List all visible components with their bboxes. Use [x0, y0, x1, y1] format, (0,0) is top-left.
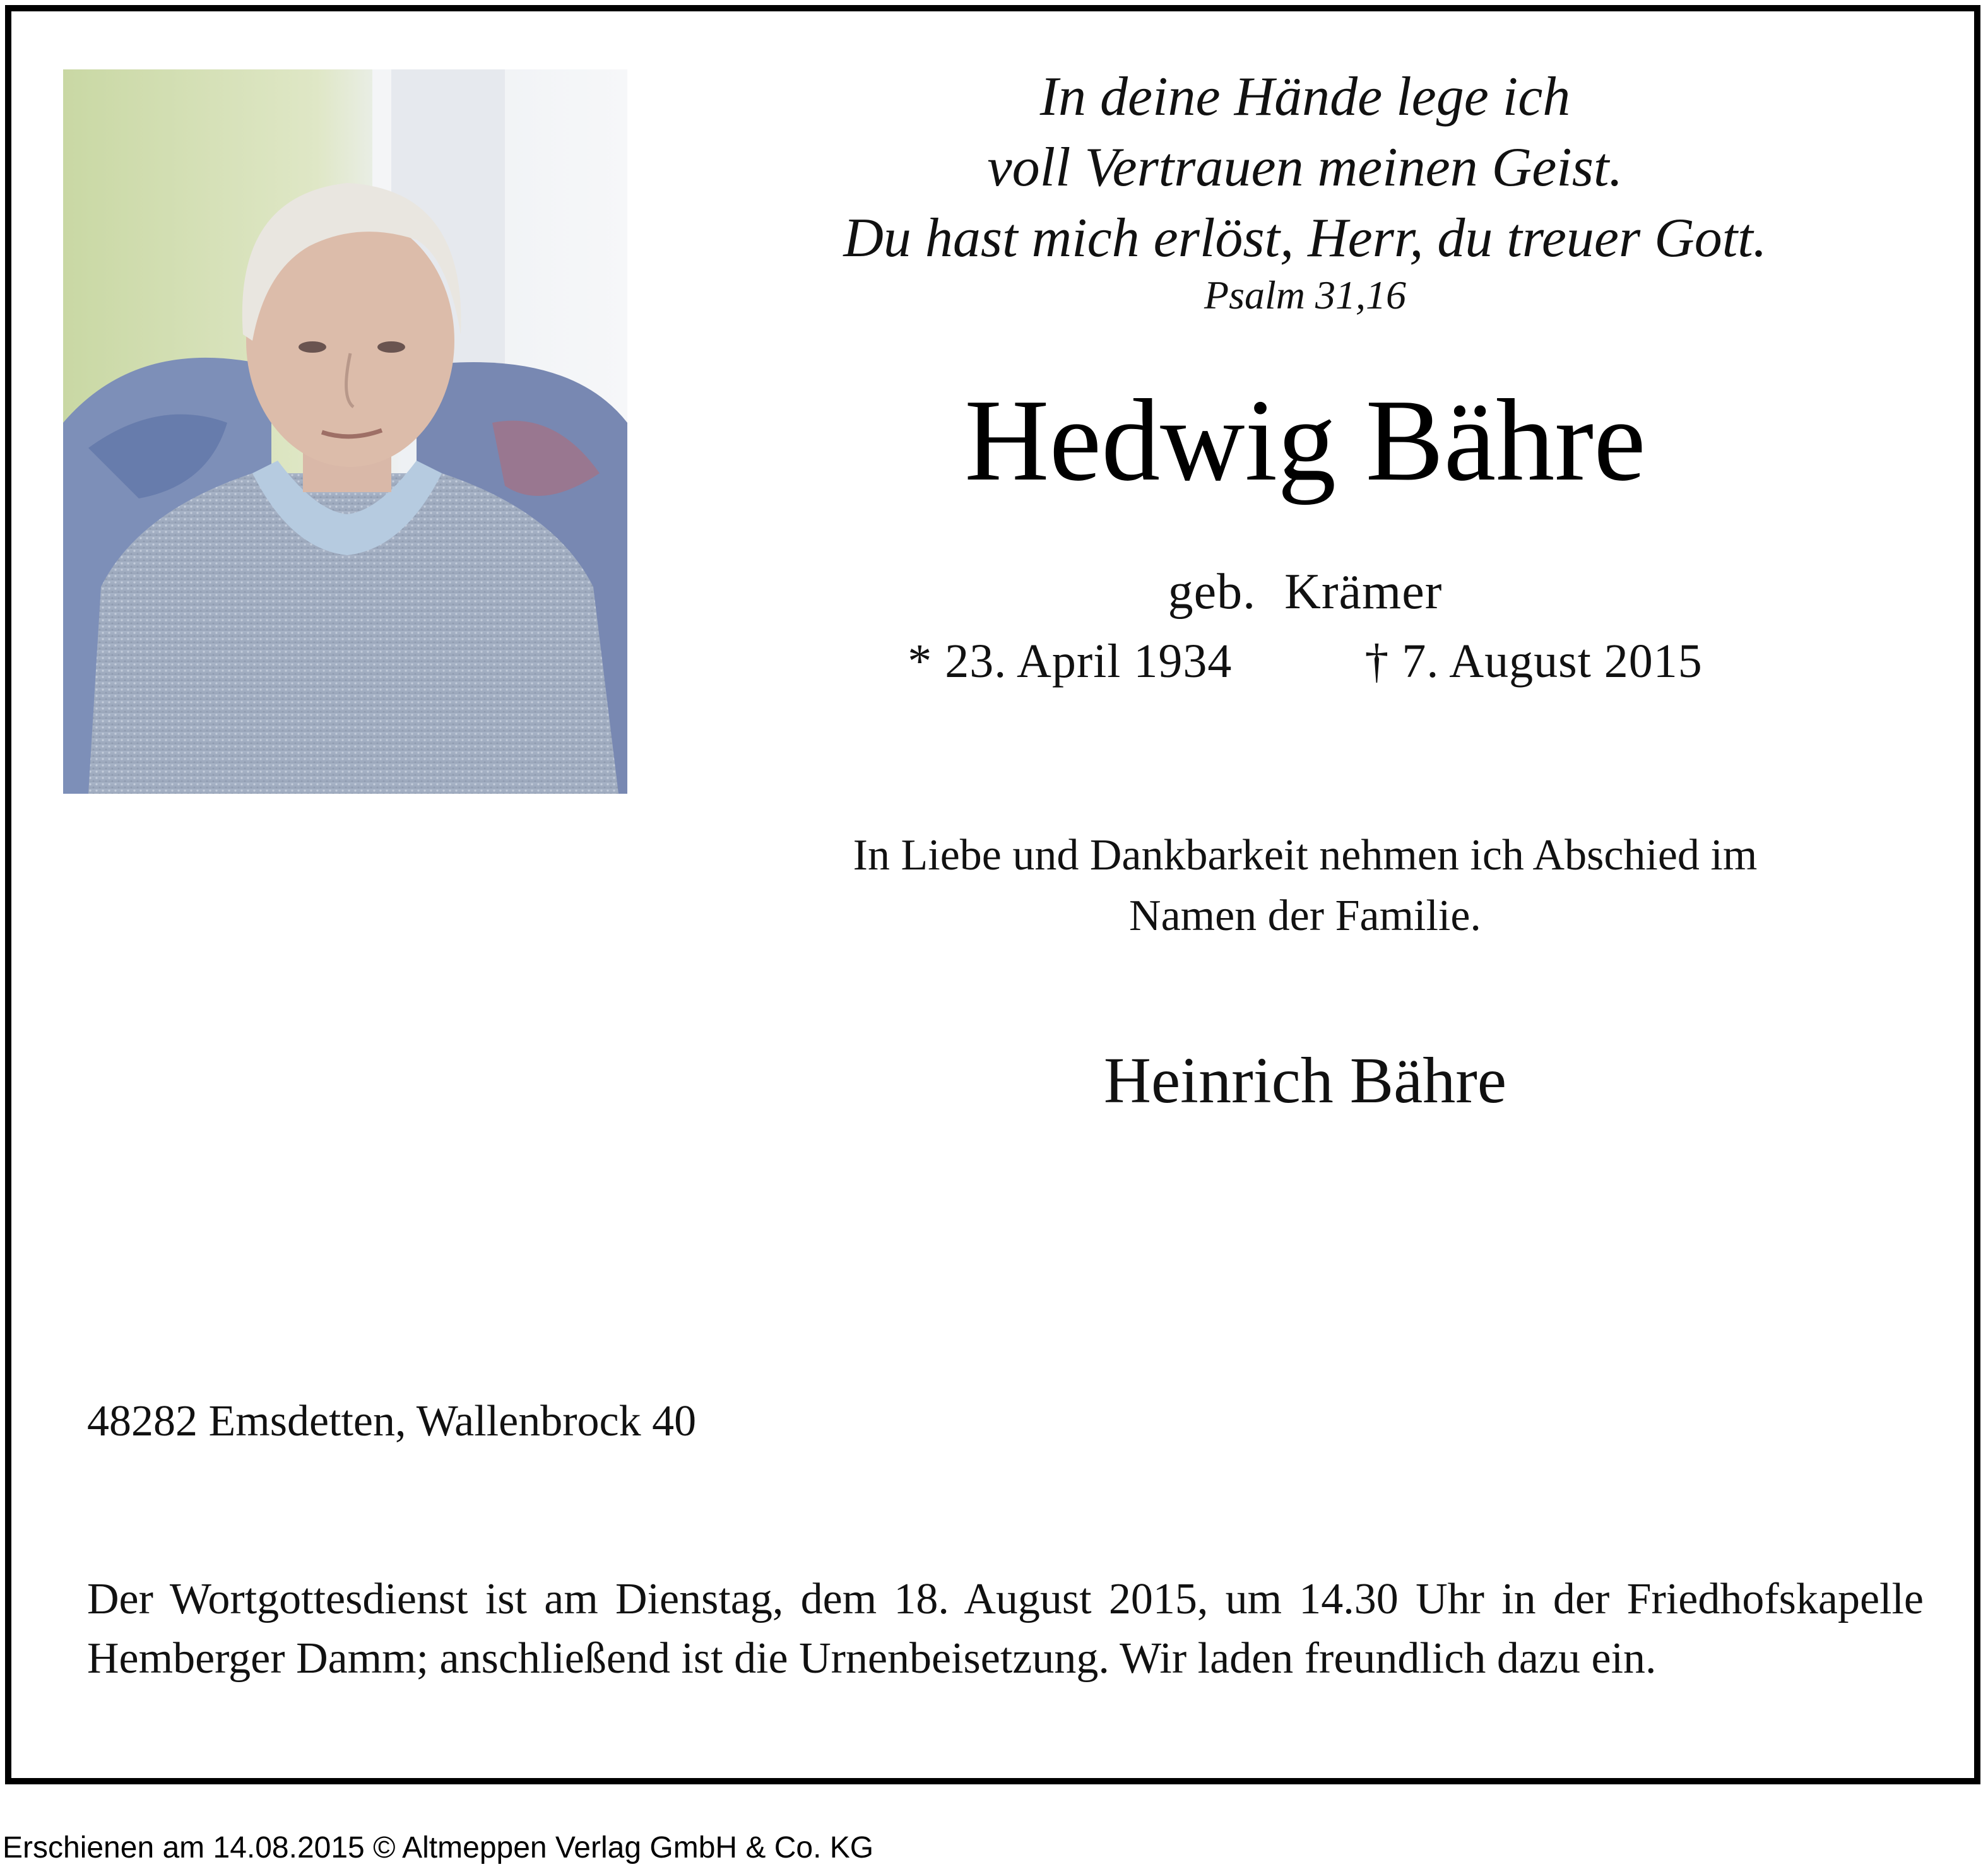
- farewell-line-2: Namen der Familie.: [1129, 892, 1481, 940]
- funeral-service-info: Der Wortgottesdienst ist am Dienstag, dem 18. August 2015, um 14.30 Uhr in der Friedhofskapelle Hemberger Damm; anschließend ist die Urnenbeisetzung. Wir laden freundlich dazu ein.: [87, 1575, 1924, 1683]
- death-date: † 7. August 2015: [1364, 635, 1703, 688]
- verse-line-2: voll Vertrauen meinen Geist.: [987, 137, 1623, 198]
- obituary-notice: [5, 5, 1980, 1784]
- deceased-name: Hedwig Bähre: [964, 375, 1646, 505]
- portrait-photo: [63, 69, 627, 794]
- life-dates: [737, 630, 1873, 693]
- verse-reference: Psalm 31,16: [1204, 273, 1406, 317]
- birth-date: * 23. April 1934: [908, 635, 1233, 688]
- maiden-name: geb. Krämer: [1168, 564, 1443, 620]
- portrait-image: [63, 69, 627, 794]
- farewell-text: [737, 825, 1873, 946]
- psalm-verse: [737, 62, 1873, 321]
- publication-footer: Erschienen am 14.08.2015 © Altmeppen Verlag GmbH & Co. KG: [3, 1831, 874, 1864]
- verse-line-1: In deine Hände lege ich: [1039, 66, 1571, 127]
- verse-line-3: Du hast mich erlöst, Herr, du treuer Gott.: [843, 208, 1767, 269]
- mourner-address: 48282 Emsdetten, Wallenbrock 40: [87, 1397, 697, 1446]
- mourner-name: Heinrich Bähre: [1103, 1044, 1507, 1117]
- farewell-line-1: In Liebe und Dankbarkeit nehmen ich Abschied im: [853, 831, 1758, 880]
